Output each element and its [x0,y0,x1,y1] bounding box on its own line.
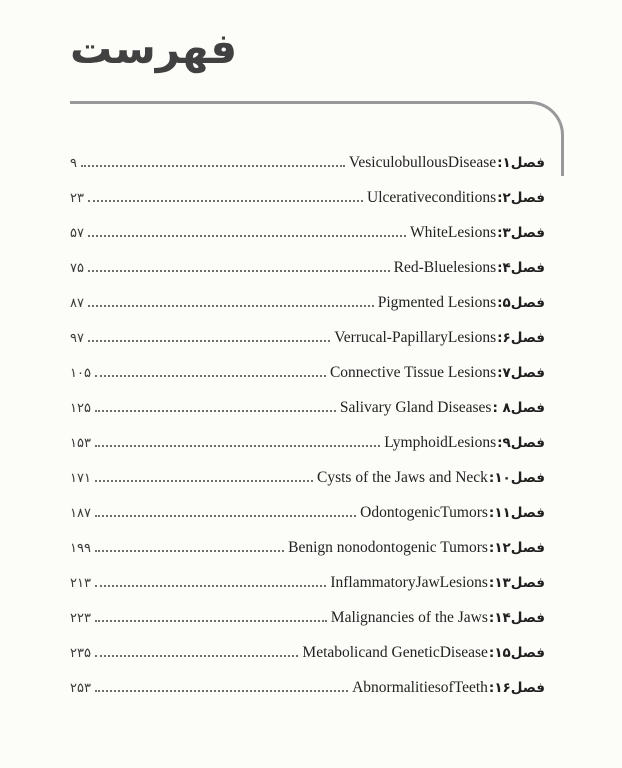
toc-entry-title: InflammatoryJawLesions [330,574,488,591]
toc-chapter-label: فصل۵: [497,295,545,311]
toc-entry-title: Benign nonodontogenic Tumors [288,539,488,556]
toc-row [70,640,545,675]
dot-leader [95,515,356,517]
toc-page-number: ۹ [70,156,77,171]
toc-entry-title: WhiteLesions [410,224,497,241]
toc-chapter-label: فصل۳: [497,225,545,241]
toc-row [70,255,545,290]
toc-chapter-label: فصل۱۶: [488,680,545,696]
dot-leader [95,375,326,377]
toc-row [70,535,545,570]
dot-leader [95,690,348,692]
toc-row [70,185,545,220]
toc-row [70,360,545,395]
dot-leader [95,620,327,622]
toc-entry-title: Cysts of the Jaws and Neck [317,469,488,486]
toc-row [70,150,545,185]
toc-row [70,500,545,535]
dot-leader [95,585,326,587]
toc-row [70,395,545,430]
toc-chapter-label: فصل۶: [497,330,545,346]
toc-row [70,570,545,605]
toc-page-number: ۱۰۵ [70,366,91,381]
toc-page-number: ۷۵ [70,261,84,276]
toc-page-number: ۲۵۳ [70,681,91,696]
dot-leader [88,270,390,272]
toc-row [70,290,545,325]
toc-entry-title: VesiculobullousDisease [348,154,497,171]
toc-entry-title: Red-Bluelesions [393,259,497,276]
toc-list [70,150,545,710]
toc-entry-title: OdontogenicTumors [360,504,488,521]
toc-row [70,465,545,500]
toc-chapter-label: فصل۹: [497,435,545,451]
toc-row [70,605,545,640]
toc-page-number: ۸۷ [70,296,84,311]
toc-entry-title: Connective Tissue Lesions [329,364,497,381]
toc-page-number: ۲۳۵ [70,646,91,661]
toc-chapter-label: فصل۱۴: [488,610,545,626]
dot-leader [95,410,336,412]
toc-chapter-label: فصل۷: [497,365,545,381]
toc-chapter-label: فصل۸ : [492,400,545,416]
toc-entry-title: Verrucal-PapillaryLesions [334,329,497,346]
toc-chapter-label: فصل۱: [497,155,545,171]
dot-leader [88,305,374,307]
toc-page-number: ۱۸۷ [70,506,91,521]
toc-entry-title: Metabolicand GeneticDisease [302,644,488,661]
toc-chapter-label: فصل۱۳: [488,575,545,591]
toc-row [70,325,545,360]
toc-entry-title: Pigmented Lesions [377,294,497,311]
toc-page-number: ۱۲۵ [70,401,91,416]
dot-leader [81,165,345,167]
dot-leader [88,340,330,342]
toc-entry-title: LymphoidLesions [384,434,497,451]
dot-leader [95,445,380,447]
dot-leader [88,235,406,237]
toc-entry-title: AbnormalitiesofTeeth [352,679,488,696]
toc-row [70,430,545,465]
dot-leader [95,655,298,657]
toc-page-number: ۹۷ [70,331,84,346]
toc-page-number: ۱۷۱ [70,471,91,486]
toc-row [70,220,545,255]
toc-chapter-label: فصل۱۰: [488,470,545,486]
toc-page-number: ۱۵۳ [70,436,91,451]
toc-chapter-label: فصل۱۲: [488,540,545,556]
toc-page-number: ۲۱۳ [70,576,91,591]
toc-chapter-label: فصل۱۱: [488,505,545,521]
toc-entry-title: Ulcerativeconditions [367,189,497,206]
toc-chapter-label: فصل۴: [497,260,545,276]
page-title: فهرست [70,24,238,73]
toc-page-number: ۲۳ [70,191,84,206]
toc-chapter-label: فصل۲: [497,190,545,206]
dot-leader [95,550,284,552]
toc-page-number: ۲۲۳ [70,611,91,626]
toc-page-number: ۵۷ [70,226,84,241]
toc-entry-title: Malignancies of the Jaws [330,609,488,626]
toc-chapter-label: فصل۱۵: [488,645,545,661]
dot-leader [95,480,313,482]
toc-page-number: ۱۹۹ [70,541,91,556]
toc-row [70,675,545,710]
dot-leader [88,200,363,202]
toc-entry-title: Salivary Gland Diseases [339,399,492,416]
